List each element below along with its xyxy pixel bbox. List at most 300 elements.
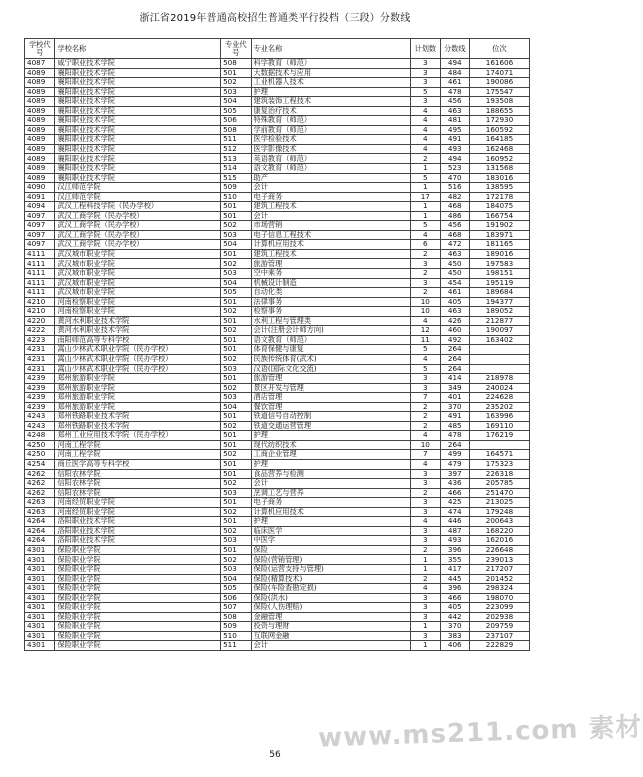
major-code-cell: 509	[221, 622, 251, 632]
score-cell: 523	[440, 164, 469, 174]
plan-cell: 4	[411, 459, 440, 469]
school-code-cell: 4089	[25, 116, 55, 126]
rank-cell: 240024	[469, 383, 529, 393]
table-row	[25, 288, 530, 298]
school-name-cell: 黄河水利职业技术学院	[55, 326, 221, 336]
rank-cell: 198070	[469, 593, 529, 603]
school-name-cell: 汉江师范学院	[55, 192, 221, 202]
rank-cell: 188655	[469, 106, 529, 116]
score-cell: 264	[440, 345, 469, 355]
score-cell: 491	[440, 412, 469, 422]
table-row	[25, 603, 530, 613]
table-row	[25, 125, 530, 135]
score-cell: 264	[440, 354, 469, 364]
major-name-cell: 自动化类	[251, 288, 411, 298]
plan-cell: 1	[411, 183, 440, 193]
major-name-cell: 检察事务	[251, 307, 411, 317]
score-cell: 397	[440, 469, 469, 479]
major-code-cell: 503	[221, 87, 251, 97]
plan-cell: 4	[411, 517, 440, 527]
table-row	[25, 593, 530, 603]
major-name-cell: 建筑工程技术	[251, 202, 411, 212]
score-cell: 493	[440, 536, 469, 546]
school-name-cell: 郑州旅游职业学院	[55, 402, 221, 412]
score-cell: 450	[440, 259, 469, 269]
rank-cell: 189016	[469, 249, 529, 259]
rank-cell: 174071	[469, 68, 529, 78]
school-name-cell: 武汉工商学院（民办学校）	[55, 221, 221, 231]
plan-cell: 7	[411, 393, 440, 403]
plan-cell: 3	[411, 59, 440, 69]
score-cell: 472	[440, 240, 469, 250]
major-code-cell: 515	[221, 173, 251, 183]
school-code-cell: 4264	[25, 526, 55, 536]
major-code-cell: 503	[221, 230, 251, 240]
rank-cell: 226318	[469, 469, 529, 479]
major-code-cell: 501	[221, 459, 251, 469]
score-cell: 466	[440, 593, 469, 603]
score-cell: 264	[440, 364, 469, 374]
major-code-cell: 501	[221, 335, 251, 345]
school-code-cell: 4239	[25, 393, 55, 403]
plan-cell: 1	[411, 211, 440, 221]
rank-cell: 205785	[469, 479, 529, 489]
table-row	[25, 622, 530, 632]
major-code-cell: 508	[221, 59, 251, 69]
table-row	[25, 202, 530, 212]
score-cell: 463	[440, 106, 469, 116]
major-name-cell: 景区开发与管理	[251, 383, 411, 393]
major-code-cell: 510	[221, 192, 251, 202]
school-code-cell: 4301	[25, 593, 55, 603]
school-name-cell: 保险职业学院	[55, 603, 221, 613]
table-row	[25, 517, 530, 527]
plan-cell: 3	[411, 78, 440, 88]
plan-cell: 1	[411, 202, 440, 212]
rank-cell: 138595	[469, 183, 529, 193]
major-name-cell: 保险	[251, 545, 411, 555]
major-name-cell: 医学影像技术	[251, 144, 411, 154]
table-row	[25, 459, 530, 469]
major-code-cell: 501	[221, 202, 251, 212]
plan-cell: 3	[411, 507, 440, 517]
school-code-cell: 4091	[25, 192, 55, 202]
rank-cell: 209759	[469, 622, 529, 632]
watermark: www.ms211.com 素材	[317, 712, 643, 754]
table-row	[25, 97, 530, 107]
rank-cell: 169110	[469, 421, 529, 431]
table-row	[25, 297, 530, 307]
school-name-cell: 襄阳职业技术学院	[55, 164, 221, 174]
table-row	[25, 545, 530, 555]
school-code-cell: 4089	[25, 164, 55, 174]
major-code-cell: 501	[221, 374, 251, 384]
school-name-cell: 武汉工商学院（民办学校）	[55, 211, 221, 221]
rank-cell: 175547	[469, 87, 529, 97]
score-cell: 445	[440, 574, 469, 584]
school-name-cell: 洛阳职业技术学院	[55, 536, 221, 546]
major-code-cell: 502	[221, 526, 251, 536]
table-row	[25, 183, 530, 193]
rank-cell: 189052	[469, 307, 529, 317]
school-code-cell: 4094	[25, 202, 55, 212]
school-code-cell: 4111	[25, 249, 55, 259]
table-row	[25, 555, 530, 565]
score-cell: 349	[440, 383, 469, 393]
score-cell: 478	[440, 431, 469, 441]
plan-cell: 5	[411, 364, 440, 374]
table-row	[25, 421, 530, 431]
header-school-code: 学校代号	[25, 39, 55, 59]
school-code-cell: 4210	[25, 307, 55, 317]
major-name-cell: 计算机应用技术	[251, 240, 411, 250]
admission-score-table	[24, 38, 530, 651]
school-code-cell: 4301	[25, 555, 55, 565]
major-name-cell: 会计	[251, 211, 411, 221]
major-name-cell: 旅游管理	[251, 259, 411, 269]
table-row	[25, 469, 530, 479]
rank-cell: 212877	[469, 316, 529, 326]
rank-cell: 193508	[469, 97, 529, 107]
table-row	[25, 154, 530, 164]
school-name-cell: 郑州旅游职业学院	[55, 374, 221, 384]
rank-cell: 201452	[469, 574, 529, 584]
plan-cell: 4	[411, 316, 440, 326]
rank-cell: 213025	[469, 498, 529, 508]
plan-cell: 3	[411, 593, 440, 603]
school-name-cell: 郑州旅游职业学院	[55, 383, 221, 393]
school-name-cell: 河南工程学院	[55, 450, 221, 460]
score-cell: 461	[440, 288, 469, 298]
rank-cell: 195119	[469, 278, 529, 288]
school-code-cell: 4301	[25, 631, 55, 641]
major-code-cell: 508	[221, 125, 251, 135]
major-name-cell: 护理	[251, 459, 411, 469]
major-code-cell: 502	[221, 221, 251, 231]
major-name-cell: 英语教育（师范）	[251, 154, 411, 164]
school-name-cell: 保险职业学院	[55, 564, 221, 574]
major-code-cell: 503	[221, 269, 251, 279]
score-cell: 470	[440, 173, 469, 183]
major-name-cell: 现代纺织技术	[251, 440, 411, 450]
score-cell: 487	[440, 526, 469, 536]
school-name-cell: 嵩山少林武术职业学院（民办学校）	[55, 345, 221, 355]
score-cell: 414	[440, 374, 469, 384]
major-name-cell: 保险(人伤理赔)	[251, 603, 411, 613]
plan-cell: 7	[411, 450, 440, 460]
score-cell: 479	[440, 459, 469, 469]
major-code-cell: 502	[221, 507, 251, 517]
school-code-cell: 4223	[25, 335, 55, 345]
table-row	[25, 364, 530, 374]
page-title: 浙江省2019年普通高校招生普通类平行投档（三段）分数线	[139, 13, 411, 24]
major-code-cell: 507	[221, 603, 251, 613]
table-row	[25, 192, 530, 202]
major-name-cell: 餐饮管理	[251, 402, 411, 412]
score-cell: 401	[440, 393, 469, 403]
major-name-cell: 机械设计制造	[251, 278, 411, 288]
school-name-cell: 保险职业学院	[55, 584, 221, 594]
table-row	[25, 374, 530, 384]
rank-cell	[469, 345, 529, 355]
table-row	[25, 488, 530, 498]
major-code-cell: 504	[221, 278, 251, 288]
school-name-cell: 武汉工商学院（民办学校）	[55, 240, 221, 250]
score-cell: 370	[440, 622, 469, 632]
school-name-cell: 武汉城市职业学院	[55, 259, 221, 269]
rank-cell: 251470	[469, 488, 529, 498]
major-code-cell: 501	[221, 68, 251, 78]
rank-cell: 164571	[469, 450, 529, 460]
score-cell: 425	[440, 498, 469, 508]
school-name-cell: 襄阳职业技术学院	[55, 87, 221, 97]
plan-cell: 2	[411, 412, 440, 422]
major-code-cell: 501	[221, 498, 251, 508]
rank-cell	[469, 440, 529, 450]
score-cell: 478	[440, 87, 469, 97]
plan-cell: 1	[411, 641, 440, 651]
school-name-cell: 武汉城市职业学院	[55, 288, 221, 298]
score-cell: 370	[440, 402, 469, 412]
rank-cell: 160952	[469, 154, 529, 164]
table-header-row	[25, 39, 530, 59]
score-cell: 499	[440, 450, 469, 460]
table-row	[25, 412, 530, 422]
rank-cell: 184075	[469, 202, 529, 212]
major-name-cell: 中医学	[251, 536, 411, 546]
school-code-cell: 4301	[25, 584, 55, 594]
school-code-cell: 4301	[25, 545, 55, 555]
score-cell: 405	[440, 603, 469, 613]
plan-cell: 2	[411, 288, 440, 298]
score-cell: 516	[440, 183, 469, 193]
major-name-cell: 工商企业管理	[251, 450, 411, 460]
major-name-cell: 酒店管理	[251, 393, 411, 403]
major-name-cell: 护理	[251, 431, 411, 441]
school-name-cell: 襄阳职业技术学院	[55, 97, 221, 107]
school-code-cell: 4089	[25, 68, 55, 78]
school-code-cell: 4250	[25, 440, 55, 450]
major-name-cell: 金融管理	[251, 612, 411, 622]
school-code-cell: 4262	[25, 488, 55, 498]
plan-cell: 2	[411, 488, 440, 498]
school-name-cell: 河南经贸职业学院	[55, 498, 221, 508]
table-row	[25, 211, 530, 221]
school-name-cell: 襄阳职业技术学院	[55, 173, 221, 183]
school-code-cell: 4089	[25, 125, 55, 135]
plan-cell: 2	[411, 269, 440, 279]
school-name-cell: 河南工程学院	[55, 440, 221, 450]
major-name-cell: 食品营养与检测	[251, 469, 411, 479]
score-cell: 486	[440, 211, 469, 221]
table-row	[25, 249, 530, 259]
major-code-cell: 509	[221, 183, 251, 193]
major-code-cell: 506	[221, 116, 251, 126]
major-name-cell: 护理	[251, 87, 411, 97]
rank-cell: 239013	[469, 555, 529, 565]
major-name-cell: 会计	[251, 479, 411, 489]
rank-cell: 224628	[469, 393, 529, 403]
major-name-cell: 工业机器人技术	[251, 78, 411, 88]
plan-cell: 5	[411, 345, 440, 355]
major-code-cell: 501	[221, 517, 251, 527]
header-plan: 计划数	[411, 39, 440, 59]
major-name-cell: 保险(精算技术)	[251, 574, 411, 584]
table-row	[25, 259, 530, 269]
major-name-cell: 临床医学	[251, 526, 411, 536]
score-cell: 355	[440, 555, 469, 565]
school-code-cell: 4210	[25, 297, 55, 307]
major-code-cell: 512	[221, 144, 251, 154]
rank-cell: 190086	[469, 78, 529, 88]
plan-cell: 2	[411, 154, 440, 164]
table-row	[25, 135, 530, 145]
major-name-cell: 会计(注册会计师方向)	[251, 326, 411, 336]
school-name-cell: 黄河水利职业技术学院	[55, 316, 221, 326]
school-name-cell: 襄阳职业技术学院	[55, 106, 221, 116]
score-cell: 442	[440, 612, 469, 622]
major-name-cell: 大数据技术与应用	[251, 68, 411, 78]
major-code-cell: 510	[221, 631, 251, 641]
school-name-cell: 咸宁职业技术学院	[55, 59, 221, 69]
score-cell: 474	[440, 507, 469, 517]
plan-cell: 4	[411, 431, 440, 441]
rank-cell: 183971	[469, 230, 529, 240]
major-code-cell: 504	[221, 240, 251, 250]
score-cell: 466	[440, 488, 469, 498]
school-name-cell: 保险职业学院	[55, 622, 221, 632]
school-code-cell: 4089	[25, 87, 55, 97]
major-code-cell: 503	[221, 364, 251, 374]
plan-cell: 3	[411, 278, 440, 288]
major-name-cell: 计算机应用技术	[251, 507, 411, 517]
school-name-cell: 襄阳职业技术学院	[55, 125, 221, 135]
rank-cell: 235202	[469, 402, 529, 412]
score-cell: 446	[440, 517, 469, 527]
score-cell: 417	[440, 564, 469, 574]
plan-cell: 1	[411, 622, 440, 632]
major-code-cell: 501	[221, 545, 251, 555]
plan-cell: 3	[411, 383, 440, 393]
major-name-cell: 语文教育（师范）	[251, 335, 411, 345]
school-name-cell: 郑州铁路职业技术学院	[55, 412, 221, 422]
major-name-cell: 投资与理财	[251, 622, 411, 632]
table-row	[25, 78, 530, 88]
school-code-cell: 4250	[25, 450, 55, 460]
major-name-cell: 护理	[251, 517, 411, 527]
school-code-cell: 4301	[25, 603, 55, 613]
major-name-cell: 水利工程与管理类	[251, 316, 411, 326]
school-code-cell: 4248	[25, 431, 55, 441]
table-row	[25, 479, 530, 489]
plan-cell: 4	[411, 584, 440, 594]
table-row	[25, 106, 530, 116]
plan-cell: 2	[411, 574, 440, 584]
plan-cell: 3	[411, 612, 440, 622]
score-cell: 436	[440, 479, 469, 489]
plan-cell: 5	[411, 221, 440, 231]
table-row	[25, 221, 530, 231]
score-cell: 481	[440, 116, 469, 126]
score-cell: 461	[440, 78, 469, 88]
school-code-cell: 4254	[25, 459, 55, 469]
plan-cell: 4	[411, 135, 440, 145]
major-code-cell: 501	[221, 431, 251, 441]
score-cell: 495	[440, 125, 469, 135]
rank-cell: 189684	[469, 288, 529, 298]
score-cell: 450	[440, 269, 469, 279]
rank-cell: 160592	[469, 125, 529, 135]
major-name-cell: 铁道信号自动控制	[251, 412, 411, 422]
school-name-cell: 南阳师范高等专科学校	[55, 335, 221, 345]
table-row	[25, 316, 530, 326]
school-name-cell: 武汉工商学院（民办学校）	[55, 230, 221, 240]
school-name-cell: 保险职业学院	[55, 631, 221, 641]
school-name-cell: 保险职业学院	[55, 574, 221, 584]
table-row	[25, 116, 530, 126]
major-name-cell: 互联网金融	[251, 631, 411, 641]
school-code-cell: 4264	[25, 536, 55, 546]
school-code-cell: 4097	[25, 211, 55, 221]
plan-cell: 3	[411, 374, 440, 384]
plan-cell: 17	[411, 192, 440, 202]
table-row	[25, 526, 530, 536]
major-code-cell: 505	[221, 106, 251, 116]
plan-cell: 3	[411, 603, 440, 613]
school-name-cell: 襄阳职业技术学院	[55, 68, 221, 78]
rank-cell: 166754	[469, 211, 529, 221]
major-code-cell: 502	[221, 479, 251, 489]
table-row	[25, 59, 530, 69]
score-cell: 494	[440, 154, 469, 164]
school-name-cell: 襄阳职业技术学院	[55, 144, 221, 154]
school-name-cell: 河南检察职业学院	[55, 307, 221, 317]
school-code-cell: 4097	[25, 230, 55, 240]
plan-cell: 1	[411, 555, 440, 565]
major-code-cell: 501	[221, 316, 251, 326]
table-row	[25, 402, 530, 412]
major-code-cell: 501	[221, 211, 251, 221]
score-cell: 383	[440, 631, 469, 641]
major-name-cell: 助产	[251, 173, 411, 183]
table-row	[25, 612, 530, 622]
table-row	[25, 450, 530, 460]
major-code-cell: 502	[221, 354, 251, 364]
major-name-cell: 会计	[251, 183, 411, 193]
table-row	[25, 240, 530, 250]
school-code-cell: 4089	[25, 173, 55, 183]
table-row	[25, 631, 530, 641]
rank-cell: 172930	[469, 116, 529, 126]
major-name-cell: 保险(运营支持与管理)	[251, 564, 411, 574]
plan-cell: 3	[411, 97, 440, 107]
plan-cell: 4	[411, 230, 440, 240]
major-code-cell: 505	[221, 584, 251, 594]
major-code-cell: 508	[221, 612, 251, 622]
major-code-cell: 502	[221, 450, 251, 460]
major-code-cell: 501	[221, 412, 251, 422]
school-name-cell: 郑州旅游职业学院	[55, 393, 221, 403]
plan-cell: 2	[411, 249, 440, 259]
table-row	[25, 307, 530, 317]
rank-cell: 237107	[469, 631, 529, 641]
score-cell: 491	[440, 135, 469, 145]
school-name-cell: 保险职业学院	[55, 555, 221, 565]
score-cell: 460	[440, 326, 469, 336]
score-cell: 463	[440, 249, 469, 259]
rank-cell	[469, 354, 529, 364]
major-code-cell: 502	[221, 259, 251, 269]
